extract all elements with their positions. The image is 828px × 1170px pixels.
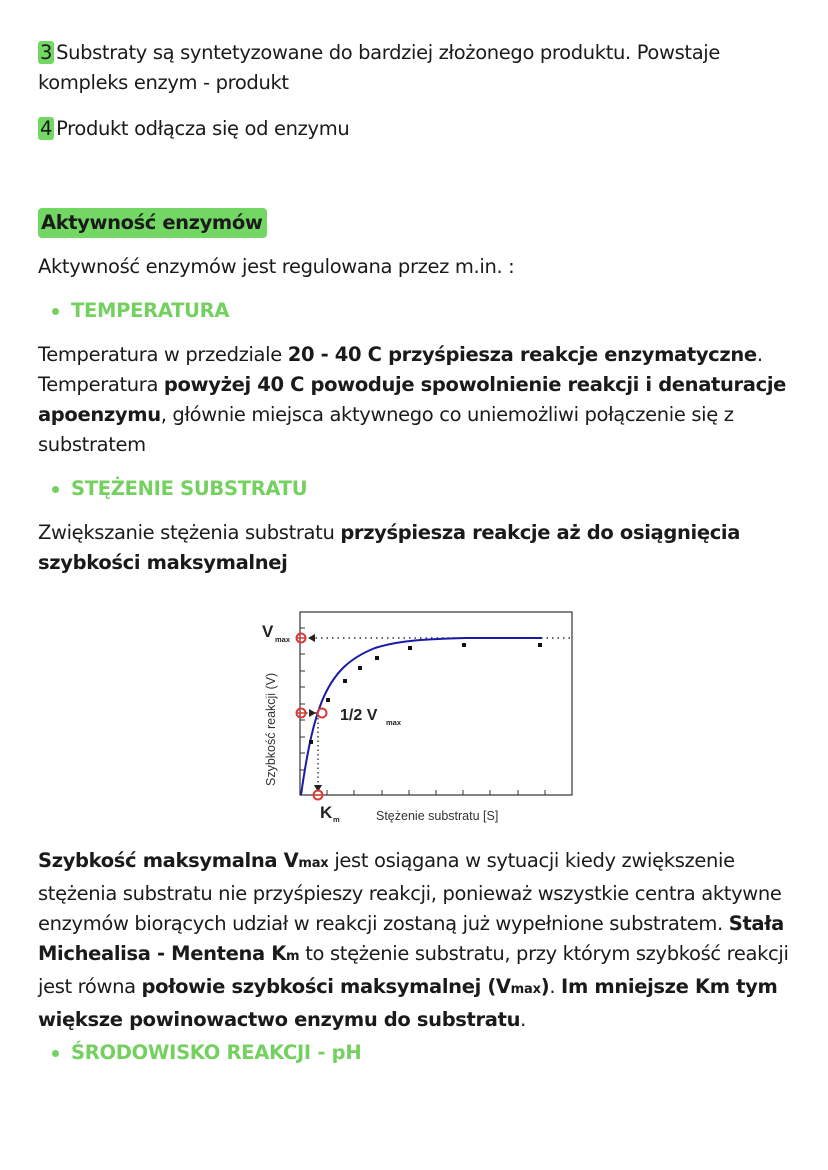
- michaelis-menten-chart: [250, 606, 590, 836]
- step-number-badge: 4: [40, 117, 53, 140]
- section-heading: Aktywność enzymów: [38, 208, 267, 238]
- text: . Temperatura: [38, 343, 763, 396]
- bold-text: 20 - 40 C przyśpiesza reakcje enzymatyczne: [287, 343, 757, 366]
- bold-text: Szybkość maksymalna V: [38, 849, 299, 872]
- svg-text:m: m: [333, 815, 340, 824]
- text: Temperatura w przedziale: [38, 343, 288, 366]
- svg-text:max: max: [386, 718, 402, 727]
- text: Zwiększanie stężenia substratu: [38, 521, 341, 544]
- bold-text: ): [540, 975, 550, 998]
- svg-text:Szybkość reakcji (V): Szybkość reakcji (V): [264, 672, 278, 786]
- subscript: m: [286, 949, 300, 964]
- text: , głównie miejsca aktywnego co uniemożliwi połączenie się z substratem: [38, 403, 734, 456]
- bold-text: przyśpiesza reakcje aż do osiągnięcia szybkości maksymalnej: [38, 521, 741, 574]
- explanation-paragraph: [38, 846, 798, 1035]
- factor-label: ŚRODOWISKO REAKCJI - pH: [71, 1041, 362, 1064]
- svg-text:max: max: [275, 635, 291, 644]
- temperature-paragraph: [38, 340, 798, 460]
- text: jest osiągana w sytuacji kiedy zwiększenie stężenia substratu nie przyśpieszy reakcji, ponieważ wszystkie centra aktywne enzymów biorących udział w reakcji zostaną już wypełnione substratem.: [38, 849, 782, 935]
- text: to stężenie substratu, przy którym szybkość reakcji jest równa: [38, 942, 789, 998]
- text: .: [520, 1008, 526, 1031]
- factor-label: TEMPERATURA: [71, 299, 230, 322]
- bold-text: Im mniejsze Km tym większe powinowactwo enzymu do substratu: [38, 975, 778, 1031]
- bold-text: Stała Michealisa - Mentena K: [38, 912, 784, 965]
- section-intro: Aktywność enzymów jest regulowana przez m.in. :: [38, 255, 515, 278]
- svg-text:1/2 V: 1/2 V: [340, 707, 378, 724]
- factor-substrate-concentration: [38, 474, 798, 504]
- factor-temperature: [38, 296, 798, 326]
- svg-text:V: V: [262, 622, 274, 641]
- bold-text: połowie szybkości maksymalnej (V: [141, 975, 511, 998]
- factor-ph: [38, 1038, 361, 1068]
- subscript: max: [510, 982, 541, 997]
- section-heading-row: [38, 208, 798, 238]
- bullet-icon: [52, 308, 59, 315]
- bullet-icon: [52, 1050, 59, 1057]
- step-text: Produkt odłącza się od enzymu: [56, 117, 350, 140]
- step-number-badge: 3: [40, 41, 53, 64]
- substrate-paragraph: [38, 518, 798, 578]
- subscript: max: [298, 856, 329, 871]
- text: .: [549, 975, 562, 998]
- step-text: Substraty są syntetyzowane do bardziej złożonego produktu. Powstaje kompleks enzym - produkt: [38, 41, 721, 94]
- svg-text:Stężenie substratu [S]: Stężenie substratu [S]: [376, 809, 499, 823]
- factor-label: STĘŻENIE SUBSTRATU: [71, 477, 308, 500]
- step-4: [38, 114, 798, 144]
- bold-text: powyżej 40 C powoduje spowolnienie reakcji i denaturacje apoenzymu: [38, 373, 787, 426]
- step-3: [38, 38, 798, 98]
- svg-text:K: K: [320, 803, 333, 822]
- bullet-icon: [52, 486, 59, 493]
